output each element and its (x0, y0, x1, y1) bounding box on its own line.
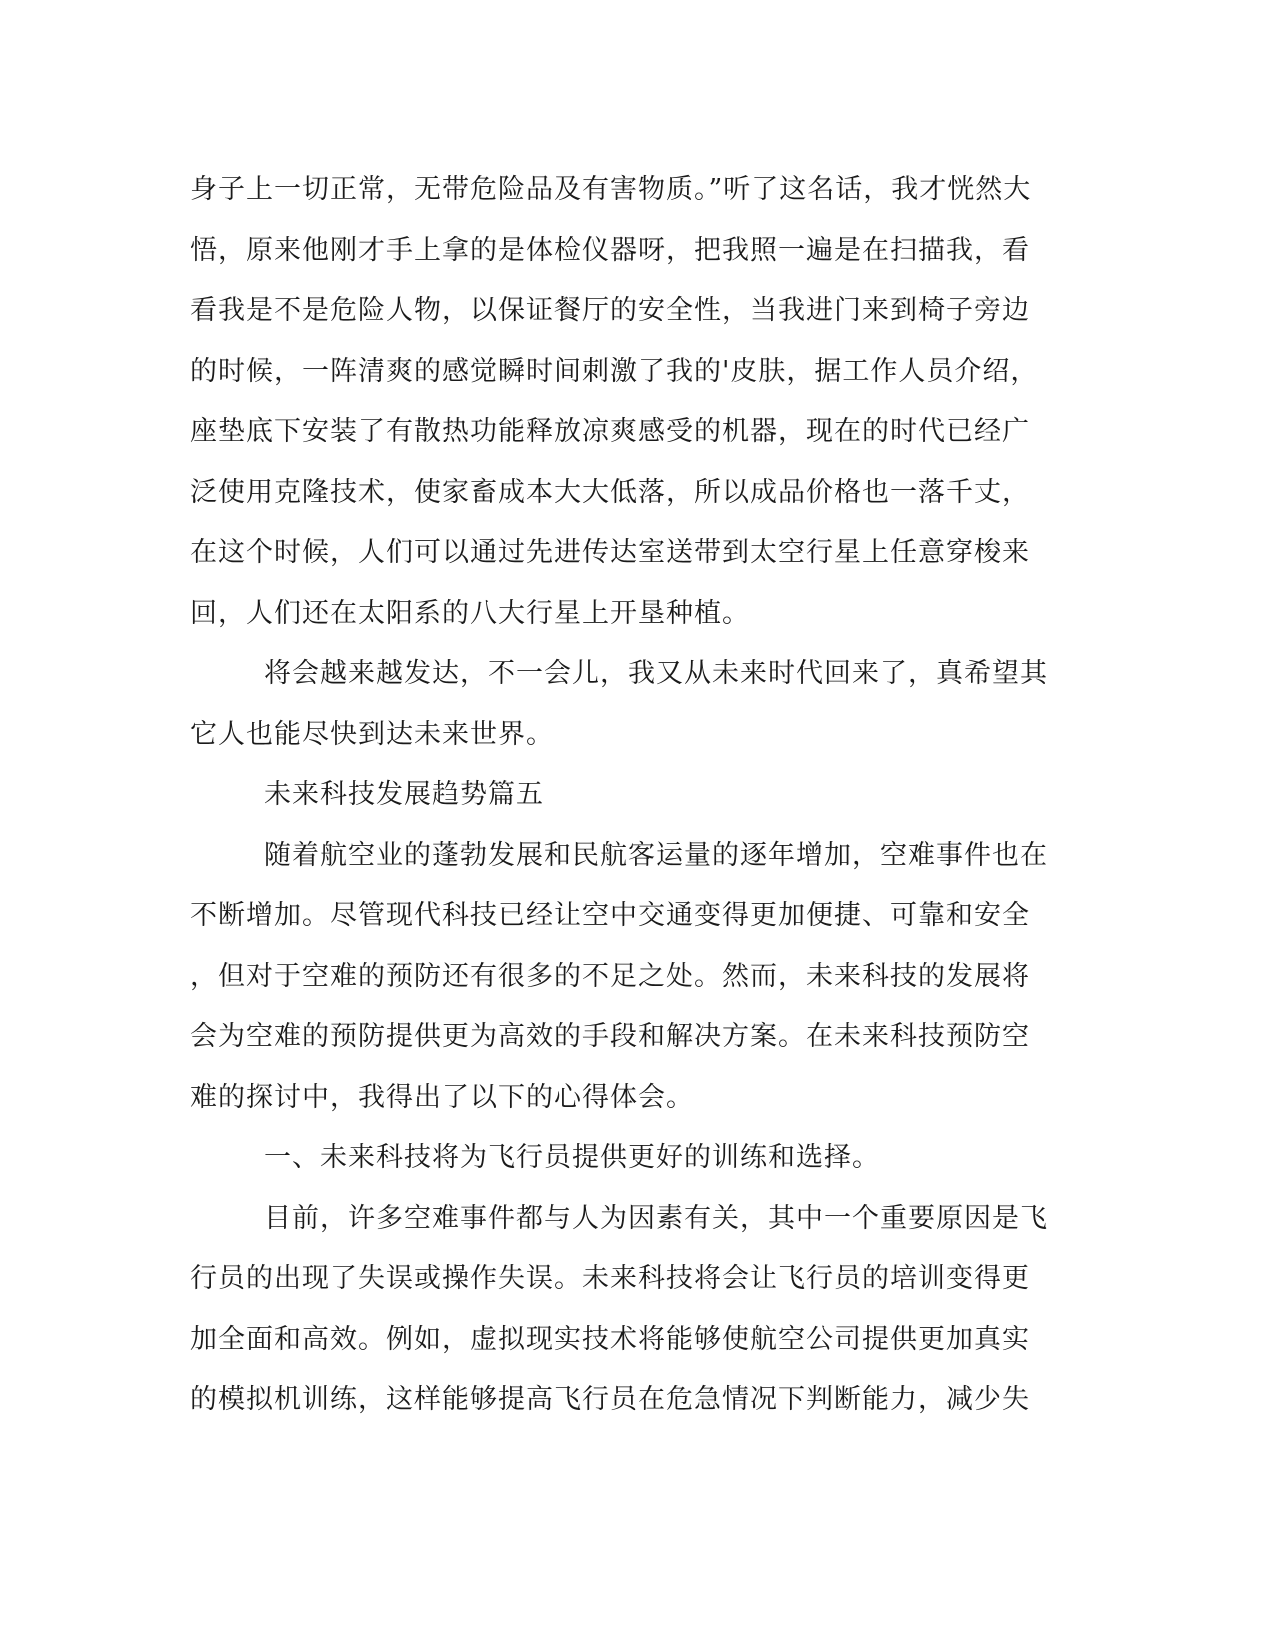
text-line: 会为空难的预防提供更为高效的手段和解决方案。在未来科技预防空 (190, 1021, 1030, 1052)
paragraph-start-line: 目前，许多空难事件都与人为因素有关，其中一个重要原因是飞 (264, 1202, 1048, 1234)
text-line: ，但对于空难的预防还有很多的不足之处。然而，未来科技的发展将 (190, 960, 1030, 992)
text-line: 的模拟机训练，这样能够提高飞行员在危急情况下判断能力，减少失 (190, 1384, 1030, 1415)
text-line: 看我是不是危险人物，以保证餐厅的安全性，当我进门来到椅子旁边 (190, 295, 1030, 326)
text-line: 座垫底下安装了有散热功能释放凉爽感受的机器，现在的时代已经广 (190, 416, 1030, 447)
paragraph-start-line: 将会越来越发达，不一会儿，我又从未来时代回来了，真希望其 (264, 658, 1048, 689)
text-line: 难的探讨中，我得出了以下的心得体会。 (190, 1081, 694, 1113)
text-line: 加全面和高效。例如，虚拟现实技术将能够使航空公司提供更加真实 (190, 1323, 1030, 1355)
text-line: 悟，原来他刚才手上拿的是体检仪器呀，把我照一遍是在扫描我，看 (190, 234, 1030, 266)
text-line: 身子上一切正常，无带危险品及有害物质。”听了这名话，我才恍然大 (190, 174, 1032, 205)
paragraph-start-line: 随着航空业的蓬勃发展和民航客运量的逐年增加，空难事件也在 (264, 839, 1048, 871)
text-line: 在这个时候，人们可以通过先进传达室送带到太空行星上任意穿梭来 (190, 537, 1030, 568)
text-line: 泛使用克隆技术，使家畜成本大大低落，所以成品价格也一落千丈， (190, 476, 1030, 508)
numbered-point-heading: 一、未来科技将为飞行员提供更好的训练和选择。 (264, 1142, 880, 1173)
section-heading: 未来科技发展趋势篇五 (264, 779, 544, 810)
document-body (190, 160, 1080, 1431)
text-line: 回，人们还在太阳系的八大行星上开垦种植。 (190, 597, 750, 629)
text-line: 不断增加。尽管现代科技已经让空中交通变得更加便捷、可靠和安全 (190, 900, 1030, 931)
text-line: 行员的出现了失误或操作失误。未来科技将会让飞行员的培训变得更 (190, 1263, 1030, 1294)
text-line: 的时候，一阵清爽的感觉瞬时间刺激了我的'皮肤，据工作人员介绍， (190, 355, 1039, 387)
text-line: 它人也能尽快到达未来世界。 (190, 718, 554, 750)
